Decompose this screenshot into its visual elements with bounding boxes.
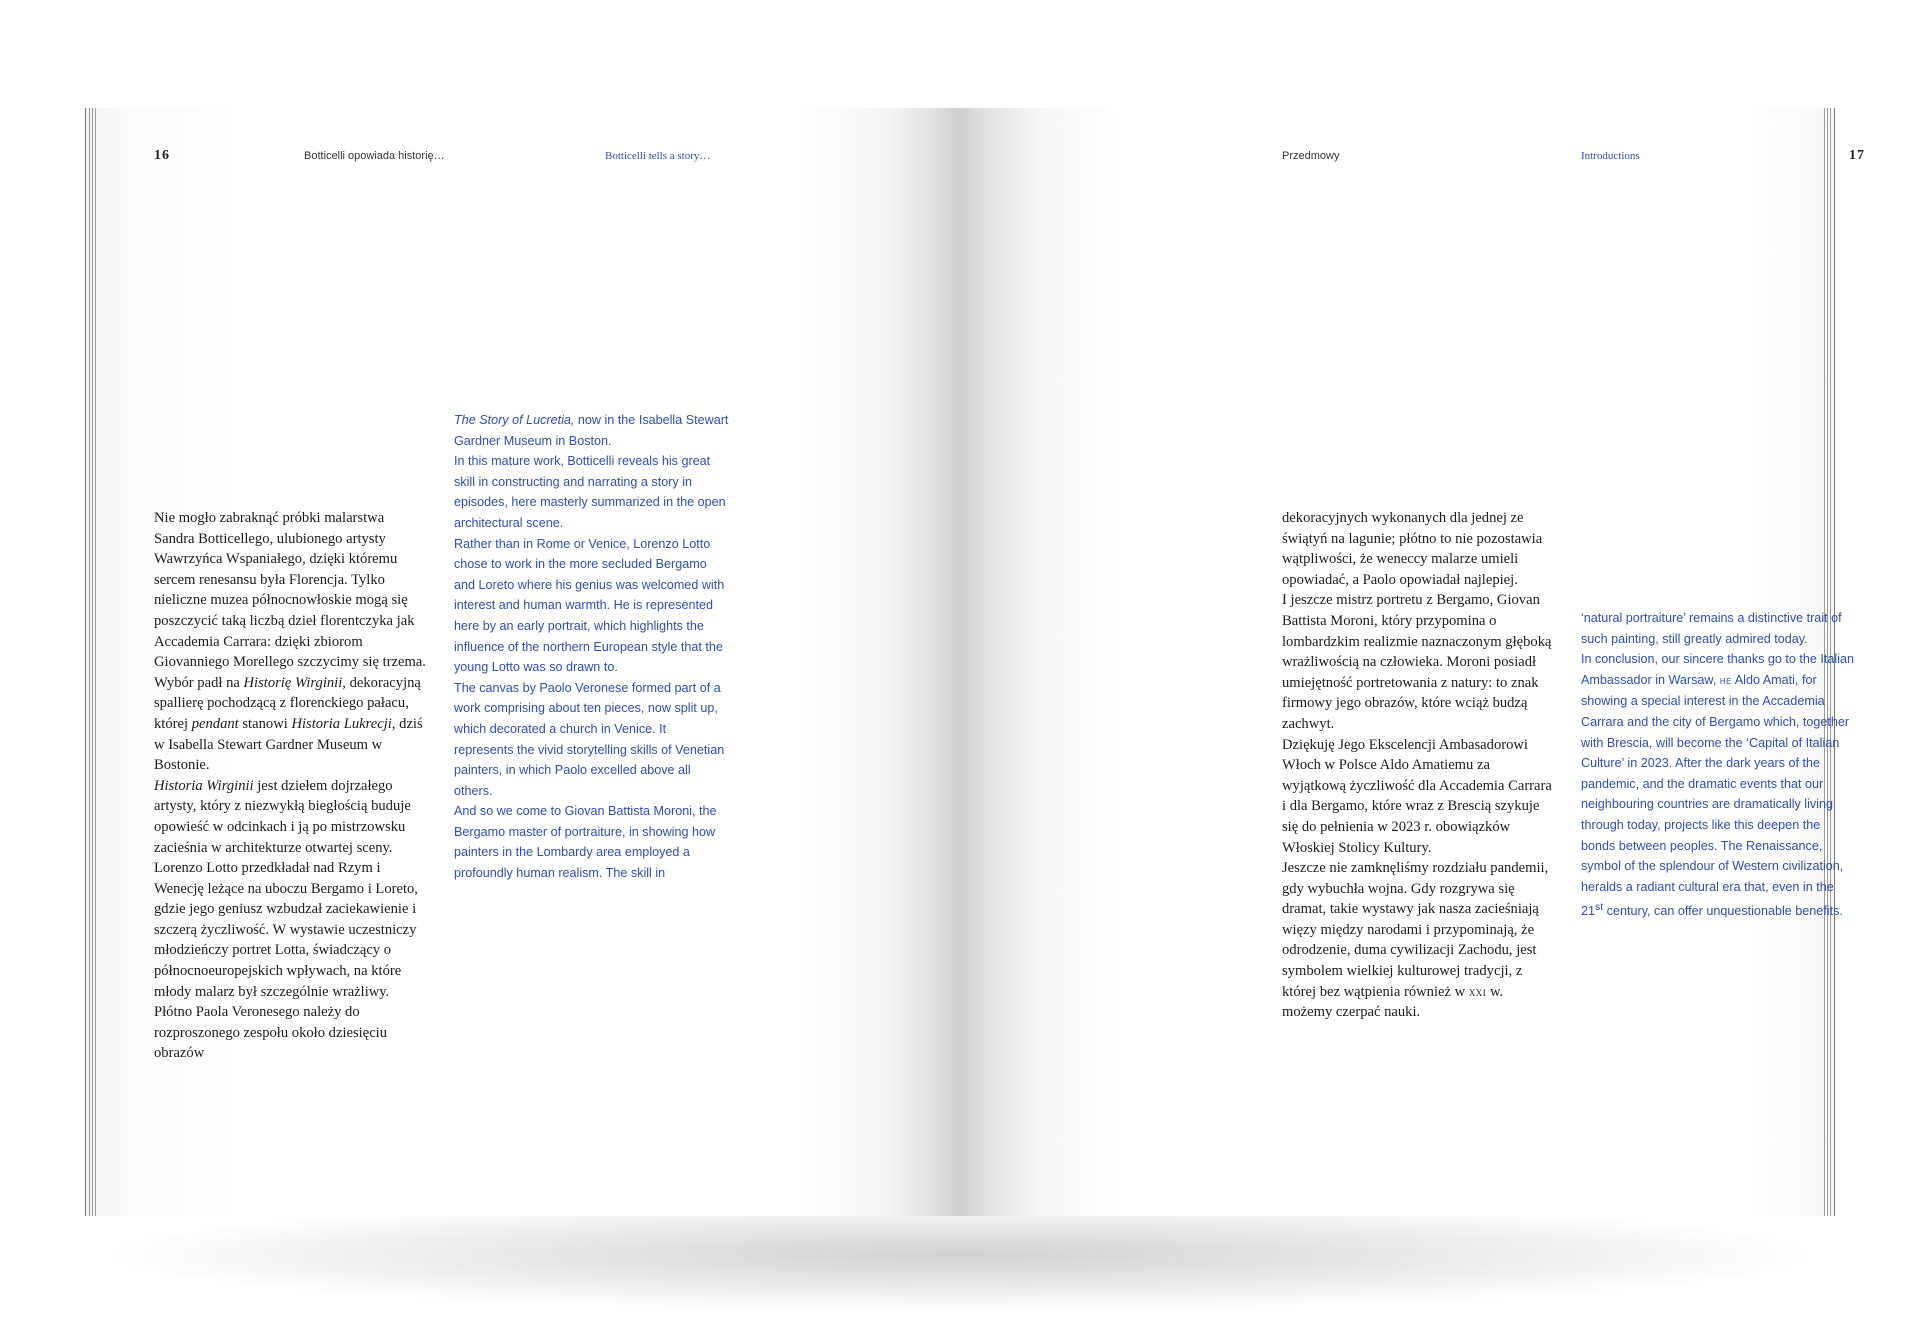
running-head-polish: Przedmowy: [1282, 150, 1340, 162]
paragraph: I jeszcze mistrz portretu z Bergamo, Giovan Battista Moroni, który przypomina o lombardzkim realizmie naznaczonym głęboką wrażliwością na człowieka. Moroni posiadł umiejętność portretowania z natury: to znak firmowy jego obrazów, które wciąż budzą zachwyt.: [1282, 592, 1552, 732]
running-head-english: Botticelli tells a story…: [605, 150, 711, 162]
paragraph: dekoracyjnych wykonanych dla jednej ze świątyń na lagunie; płótno to nie pozostawia wątpliwości, że weneccy malarze umieli opowiadać, a Paolo opowiadał najlepiej.: [1282, 510, 1543, 588]
paragraph: In this mature work, Botticelli reveals his great skill in constructing and narrating a story in episodes, here masterly summarized in the open architectural scene.: [454, 454, 726, 530]
paragraph: Lorenzo Lotto przedkładał nad Rzym i Wenecję leżące na uboczu Bergamo i Loreto, gdzie jego geniusz wzbudzał zaciekawienie i szczerą życzliwość. W wystawie uczestniczy młodzieńczy portret Lotta, świadczący o północnoeuropejskich wpływach, na które młody malarz był szczególnie wrażliwy.: [154, 860, 418, 1000]
paragraph: Jeszcze nie zamknęliśmy rozdziału pandemii, gdy wybuchła wojna. Gdy rozgrywa się dramat, takie wystawy jak nasza zacieśniają więzy między narodami i przypominają, że odrodzenie, duma cywilizacji Zachodu, jest symbolem wielkiej kulturowej tradycji, z której bez wątpienia również w xxi w. możemy czerpać nauki.: [1282, 860, 1549, 1021]
paragraph: Nie mogło zabraknąć próbki malarstwa Sandra Botticellego, ulubionego artysty Wawrzyńca Wspaniałego, dzięki któremu sercem renesansu była Florencja. Tylko nieliczne muzea północnowłoskie mogą się poszczycić taką liczbą dzieł florentczyka jak Accademia Carrara: dzięki zbiorom Giovanniego Morellego szczycimy się trzema. Wybór padł na Historię Wirginii, dekoracyjną spallierę pochodzącą z florenckiego pałacu, której pendant stanowi Historia Lukrecji, dziś w Isabella Stewart Gardner Museum w Bostonie.: [154, 510, 426, 774]
left-page: [85, 108, 960, 1216]
polish-text-column: [154, 508, 426, 1064]
paragraph: The canvas by Paolo Veronese formed part of a work comprising about ten pieces, now split up, which decorated a church in Venice. It represents the vivid storytelling skills of Venetian painters, in which Paolo excelled above all others.: [454, 680, 725, 798]
page-number: 17: [1849, 148, 1865, 163]
english-text-column: [1581, 608, 1856, 922]
paragraph: And so we come to Giovan Battista Moroni, the Bergamo master of portraiture, in showing how painters in the Lombardy area employed a profoundly human realism. The skill in: [454, 804, 717, 881]
paragraph: In conclusion, our sincere thanks go to the Italian Ambassador in Warsaw, he Aldo Amati, for showing a special interest in the Accademia Carrara and the city of Bergamo which, together with Brescia, will become the ‘Capital of Italian Culture’ in 2023. After the dark years of the pandemic, and the dramatic events that our neighbouring countries are dramatically living through today, projects like this deepen the bonds between peoples. The Renaissance, symbol of the splendour of Western civilization, heralds a radiant cultural era that, even in the 21st century, can offer unquestionable benefits.: [1581, 652, 1855, 919]
paragraph: The Story of Lucretia, now in the Isabella Stewart Gardner Museum in Boston.: [454, 413, 729, 448]
paragraph: ‘natural portraiture’ remains a distinctive trait of such painting, still greatly admired today.: [1581, 611, 1842, 646]
running-head-english: Introductions: [1581, 150, 1640, 162]
paragraph: Dziękuję Jego Ekscelencji Ambasadorowi Włoch w Polsce Aldo Amatiemu za wyjątkową życzliwość dla Accademia Carrara i dla Bergamo, które wraz z Brescią szykuje się do pełnienia w 2023 r. obowiązków Włoskiej Stolicy Kultury.: [1282, 736, 1552, 856]
running-head-polish: Botticelli opowiada historię…: [304, 150, 445, 162]
polish-text-column: [1282, 508, 1554, 1023]
page-number: 16: [154, 148, 170, 163]
right-page: [960, 108, 1865, 1216]
book-shadow: [110, 1200, 1810, 1310]
paragraph: Rather than in Rome or Venice, Lorenzo Lotto chose to work in the more secluded Bergamo and Loreto where his genius was welcomed with interest and human warmth. He is represented here by an early portrait, which highlights the influence of the northern European style that the young Lotto was so drawn to.: [454, 536, 725, 675]
open-book: [85, 108, 1865, 1216]
left-page-edges: [85, 108, 98, 1216]
english-text-column: [454, 410, 729, 884]
paragraph: Historia Wirginii jest dziełem dojrzałego artysty, który z niezwykłą biegłością buduje opowieść w odcinkach i ją po mistrzowsku zacieśnia w architekturze otwartej sceny.: [154, 777, 411, 856]
paragraph: Płótno Paola Veronesego należy do rozproszonego zespołu około dziesięciu obrazów: [154, 1004, 388, 1062]
